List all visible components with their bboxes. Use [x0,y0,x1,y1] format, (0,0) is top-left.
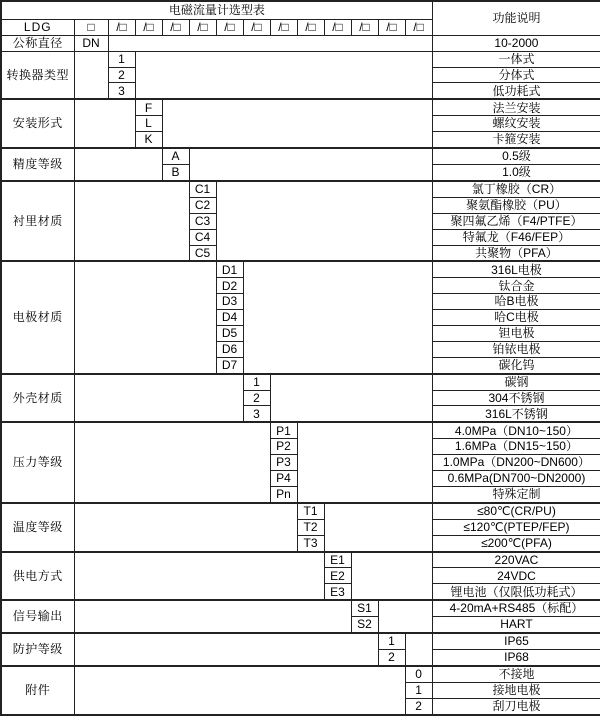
spacer-cell [162,99,432,148]
code-box-5: /□ [216,20,243,36]
group-label-temperature: 温度等级 [1,503,74,552]
option-desc: 法兰安装 [432,99,600,115]
spacer-cell [74,374,243,423]
option-desc: 0.5级 [432,148,600,164]
option-code: D1 [216,261,243,277]
option-code: C2 [189,197,216,213]
code-box-4: /□ [189,20,216,36]
table-title: 电磁流量计选型表 [1,1,432,20]
option-desc: 哈C电极 [432,310,600,326]
option-desc: 220VAC [432,552,600,568]
option-code: P4 [270,471,297,487]
code-box-1: /□ [108,20,135,36]
spacer-cell [405,633,432,666]
option-desc: 特氟龙（F46/FEP） [432,229,600,245]
option-code: C1 [189,181,216,197]
option-code: 1 [405,682,432,698]
option-desc: 4-20mA+RS485（标配） [432,600,600,616]
option-desc: 接地电极 [432,682,600,698]
option-code: 2 [378,650,405,666]
group-label-pressure: 压力等级 [1,422,74,502]
spacer-cell [74,600,351,633]
spacer-cell [74,51,108,99]
option-desc: 316L电极 [432,261,600,277]
option-desc: 304不锈钢 [432,390,600,406]
option-desc: 24VDC [432,568,600,584]
option-desc: 锂电池（仅限低功耗式） [432,584,600,600]
option-desc: 钛合金 [432,278,600,294]
model-prefix: LDG [1,20,74,36]
group-label-accuracy: 精度等级 [1,148,74,181]
spacer-cell [297,422,432,502]
option-desc: IP68 [432,650,600,666]
group-label-electrode: 电极材质 [1,261,74,373]
option-desc: 10-2000 [432,35,600,51]
code-box-6: /□ [243,20,270,36]
spacer-cell [324,503,432,552]
group-label-accessories: 附件 [1,666,74,715]
code-box-3: /□ [162,20,189,36]
option-desc: 4.0MPa（DN10~150） [432,422,600,438]
option-desc: HART [432,617,600,633]
spacer-cell [74,552,324,601]
group-label-liner: 衬里材质 [1,181,74,261]
spacer-cell [74,261,216,373]
option-code: D5 [216,325,243,341]
option-code: D6 [216,341,243,357]
option-desc: 哈B电极 [432,294,600,310]
option-code: E1 [324,552,351,568]
option-code: Pn [270,486,297,502]
spacer-cell [135,51,432,99]
option-code: DN [74,35,108,51]
option-desc: 聚氨酯橡胶（PU） [432,197,600,213]
option-desc: 氯丁橡胶（CR） [432,181,600,197]
option-code: S1 [351,600,378,616]
option-desc: IP65 [432,633,600,649]
function-column-header: 功能说明 [432,1,600,35]
option-desc: 共聚物（PFA） [432,245,600,261]
group-label-converter: 转换器类型 [1,51,74,99]
option-desc: 特殊定制 [432,486,600,502]
spacer-cell [108,35,432,51]
code-box-9: /□ [324,20,351,36]
option-code: D4 [216,310,243,326]
option-code: L [135,116,162,132]
option-desc: 钽电极 [432,325,600,341]
option-code: 2 [405,698,432,715]
option-code: P3 [270,455,297,471]
option-code: C3 [189,213,216,229]
spacer-cell [74,422,270,502]
spacer-cell [74,99,135,148]
option-desc: 刮刀电极 [432,698,600,715]
group-label-housing: 外壳材质 [1,374,74,423]
option-code: 2 [243,390,270,406]
option-desc: 铂铱电极 [432,341,600,357]
group-label-installation: 安装形式 [1,99,74,148]
option-code: 0 [405,666,432,682]
option-desc: ≤80℃(CR/PU) [432,503,600,519]
option-desc: ≤200℃(PFA) [432,535,600,551]
option-code: 1 [378,633,405,649]
option-code: T1 [297,503,324,519]
spacer-cell [74,633,378,666]
option-desc: 316L不锈钢 [432,406,600,422]
option-desc: 不接地 [432,666,600,682]
option-code: D3 [216,294,243,310]
spacer-cell [351,552,432,601]
option-desc: 1.0MPa（DN200~DN600） [432,455,600,471]
option-code: S2 [351,617,378,633]
option-code: E2 [324,568,351,584]
spacer-cell [74,666,405,715]
spacer-cell [74,181,189,261]
group-label-protection: 防护等级 [1,633,74,666]
spacer-cell [243,261,432,373]
spacer-cell [189,148,432,181]
option-code: B [162,165,189,181]
spacer-cell [216,181,432,261]
option-code: D2 [216,278,243,294]
option-code: 1 [243,374,270,390]
option-desc: 碳化钨 [432,357,600,373]
option-desc: 卡箍安装 [432,132,600,148]
option-code: F [135,99,162,115]
option-code: 3 [108,83,135,99]
option-code: D7 [216,357,243,373]
group-label-signal-output: 信号输出 [1,600,74,633]
option-desc: 螺纹安装 [432,116,600,132]
spacer-cell [74,148,162,181]
option-desc: 0.6MPa(DN700~DN2000) [432,471,600,487]
code-box-7: /□ [270,20,297,36]
option-desc: 1.0级 [432,165,600,181]
code-box-2: /□ [135,20,162,36]
option-desc: 低功耗式 [432,83,600,99]
code-box-12: /□ [405,20,432,36]
option-code: P2 [270,439,297,455]
option-desc: 碳钢 [432,374,600,390]
option-desc: 分体式 [432,67,600,83]
option-desc: 聚四氟乙烯（F4/PTFE） [432,213,600,229]
option-code: K [135,132,162,148]
spacer-cell [74,503,297,552]
group-label-dn: 公称直径 [1,35,74,51]
code-box-11: /□ [378,20,405,36]
option-code: A [162,148,189,164]
option-code: C4 [189,229,216,245]
spacer-cell [270,374,432,423]
option-code: C5 [189,245,216,261]
option-desc: ≤120℃(PTEP/FEP) [432,519,600,535]
spacer-cell [378,600,432,633]
option-code: 1 [108,51,135,67]
option-code: 3 [243,406,270,422]
group-label-power-supply: 供电方式 [1,552,74,601]
option-code: P1 [270,422,297,438]
code-box-0: □ [74,20,108,36]
code-box-10: /□ [351,20,378,36]
option-desc: 一体式 [432,51,600,67]
option-desc: 1.6MPa（DN15~150） [432,439,600,455]
option-code: 2 [108,67,135,83]
option-code: E3 [324,584,351,600]
option-code: T2 [297,519,324,535]
option-code: T3 [297,535,324,551]
code-box-8: /□ [297,20,324,36]
